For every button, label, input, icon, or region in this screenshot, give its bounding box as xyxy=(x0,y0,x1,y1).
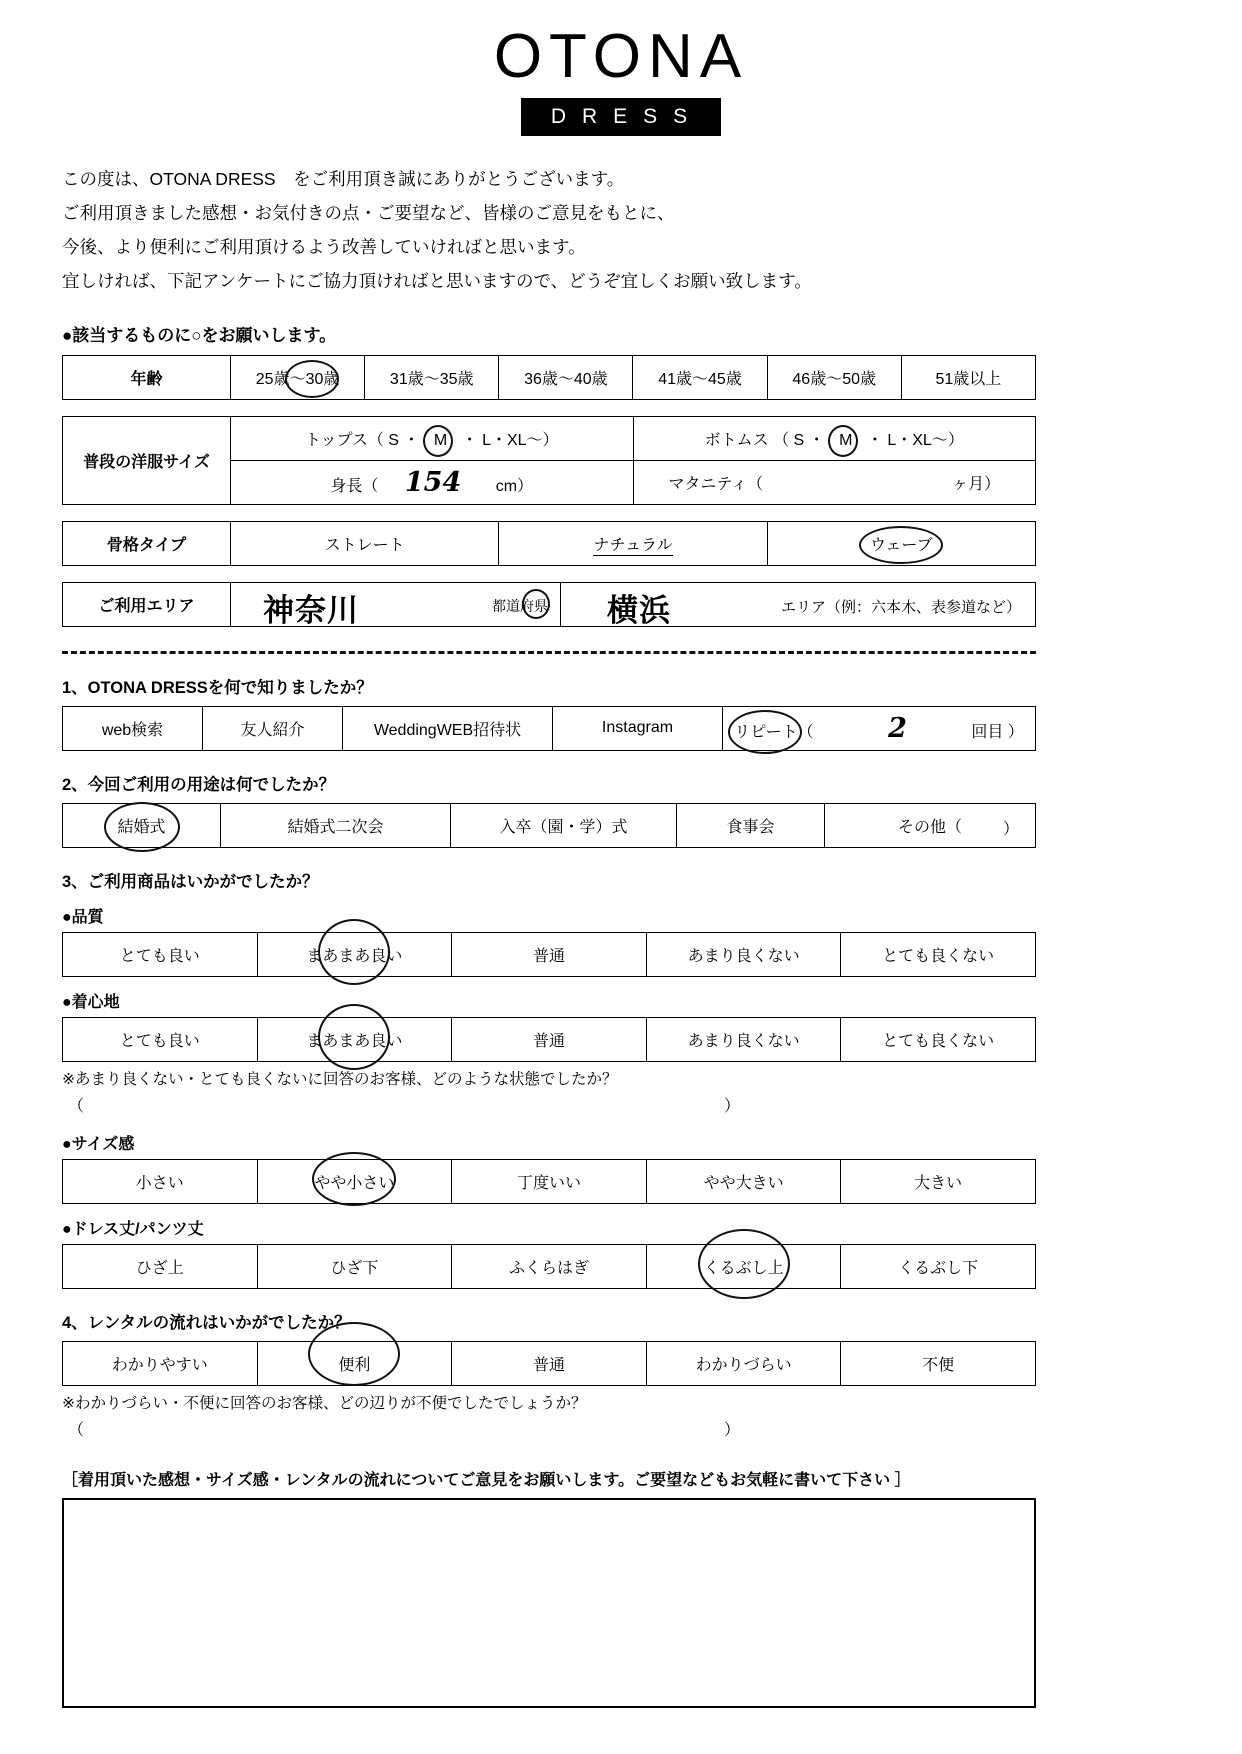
length-option-label: ふくらはぎ xyxy=(508,1259,589,1277)
q3-title: 3、ご利用商品はいかがでしたか？ xyxy=(62,872,319,891)
q4-option-label: わかりやすい xyxy=(111,1356,208,1374)
clothing-size-label: 普段の洋服サイズ xyxy=(63,416,231,504)
intro-paragraph xyxy=(62,162,1242,299)
size-feel-option-label: 大きい xyxy=(914,1174,963,1192)
table-row xyxy=(63,521,1036,565)
q3-comfort-answer-field[interactable] xyxy=(62,1093,1242,1119)
maternity-label: マタニティ（ xyxy=(668,475,764,493)
bottoms-prefix: ボトムス （ S ・ xyxy=(704,431,825,449)
logo-sub-text: DRESS xyxy=(521,98,721,136)
dashed-separator xyxy=(62,651,1036,654)
body-type-option-label: ストレート xyxy=(324,536,405,554)
quality-option-label: あまり良くない xyxy=(687,947,800,965)
q3-size-feel-head: ●サイズ感 xyxy=(62,1135,135,1153)
body-type-option-label: ナチュラル xyxy=(593,536,673,554)
size-feel-option-4[interactable] xyxy=(841,1159,1036,1203)
q2-option-label: 結婚式二次会 xyxy=(287,818,384,836)
q2-option-label: 結婚式 xyxy=(117,818,166,836)
tops-selected-size: M xyxy=(433,431,448,449)
body-type-table xyxy=(62,521,1036,566)
height-cell[interactable] xyxy=(231,460,634,504)
age-option-label: 36歳〜40歳 xyxy=(524,370,608,388)
prefecture-value: 神奈川 xyxy=(263,592,359,629)
q1-option-label: WeddingWEB招待状 xyxy=(373,721,522,739)
table-row xyxy=(63,1017,1036,1061)
size-feel-option-label: 小さい xyxy=(135,1174,184,1192)
q1-option-1[interactable] xyxy=(203,706,343,750)
length-option-label: ひざ下 xyxy=(330,1259,379,1277)
q4-option-4[interactable] xyxy=(841,1341,1036,1385)
intro-line-3: 今後、より便利にご利用頂けるよう改善していければと思います。 xyxy=(62,237,586,258)
quality-option-4[interactable] xyxy=(841,932,1036,976)
area-label: ご利用エリア xyxy=(63,582,231,626)
paren-open: （ xyxy=(68,1421,85,1439)
q1-option-0[interactable] xyxy=(63,706,203,750)
age-option-0[interactable] xyxy=(231,355,365,399)
instruction-text: ●該当するものに○をお願いします。 xyxy=(62,325,337,345)
tops-prefix: トップス（ S ・ xyxy=(304,431,420,449)
table-row xyxy=(63,1244,1036,1288)
q4-option-label: 不便 xyxy=(922,1356,955,1374)
table-row xyxy=(63,706,1036,750)
q1-option-4[interactable] xyxy=(723,706,1036,750)
table-row xyxy=(63,1341,1036,1385)
size-feel-option-1[interactable] xyxy=(257,1159,452,1203)
q1-title: 1、OTONA DRESSを何で知りましたか？ xyxy=(62,678,373,697)
body-type-option-2[interactable] xyxy=(767,521,1035,565)
prefecture-cell[interactable] xyxy=(231,582,561,629)
length-option-0[interactable] xyxy=(63,1244,258,1288)
q2-option-1[interactable] xyxy=(221,803,451,847)
q4-option-1[interactable] xyxy=(257,1341,452,1385)
size-feel-option-0[interactable] xyxy=(63,1159,258,1203)
clothing-size-table xyxy=(62,416,1036,505)
quality-option-label: とても良い xyxy=(119,947,200,965)
q4-option-label: 普通 xyxy=(532,1356,565,1374)
tops-suffix: ・ L・XL〜） xyxy=(461,431,559,449)
age-option-5[interactable] xyxy=(901,355,1035,399)
q1-table xyxy=(62,706,1036,751)
q3-quality-table xyxy=(62,932,1036,977)
maternity-unit: ヶ月） xyxy=(952,475,1001,493)
length-option-label: くるぶし下 xyxy=(898,1259,979,1277)
q1-repeat-count: 2 xyxy=(888,712,907,744)
size-feel-option-3[interactable] xyxy=(646,1159,841,1203)
q1-repeat-label: リピート（ xyxy=(734,723,814,741)
tops-size-cell[interactable] xyxy=(231,416,634,460)
comment-title: ［着用頂いた感想・サイズ感・レンタルの流れについてご意見をお願いします。ご要望などもお気軽に書いて下さい ］ xyxy=(62,1471,911,1489)
length-option-label: くるぶし上 xyxy=(703,1259,784,1277)
city-cell[interactable] xyxy=(561,582,1036,629)
q3-comfort-table xyxy=(62,1017,1036,1062)
comfort-option-3[interactable] xyxy=(646,1017,841,1061)
quality-option-label: まあまあ良い xyxy=(306,947,403,965)
length-option-2[interactable] xyxy=(452,1244,647,1288)
q4-table xyxy=(62,1341,1036,1386)
table-row xyxy=(63,355,1036,399)
bottoms-suffix: ・ L・XL〜） xyxy=(866,431,964,449)
comfort-option-1[interactable] xyxy=(257,1017,452,1061)
q2-option-label: 入卒（園・学）式 xyxy=(499,818,628,836)
table-row xyxy=(63,416,1036,460)
height-value: 154 xyxy=(404,466,462,498)
comfort-option-0[interactable] xyxy=(63,1017,258,1061)
comfort-option-label: とても良い xyxy=(119,1032,200,1050)
length-option-label: ひざ上 xyxy=(135,1259,184,1277)
bottoms-size-cell[interactable] xyxy=(633,416,1036,460)
q1-option-2[interactable] xyxy=(343,706,553,750)
table-row xyxy=(63,803,1036,847)
q2-option-2[interactable] xyxy=(451,803,677,847)
q3-size-feel-table xyxy=(62,1159,1036,1204)
comfort-option-label: あまり良くない xyxy=(687,1032,800,1050)
length-option-1[interactable] xyxy=(257,1244,452,1288)
q3-length-table xyxy=(62,1244,1036,1289)
comfort-option-2[interactable] xyxy=(452,1017,647,1061)
area-table xyxy=(62,582,1036,627)
q3-length-head: ●ドレス丈/パンツ丈 xyxy=(62,1220,204,1238)
quality-option-3[interactable] xyxy=(646,932,841,976)
city-value: 横浜 xyxy=(607,592,671,629)
q4-option-label: わかりづらい xyxy=(695,1356,792,1374)
length-option-4[interactable] xyxy=(841,1244,1036,1288)
body-type-option-label: ウェーブ xyxy=(870,536,933,554)
body-type-option-1[interactable] xyxy=(499,521,767,565)
comment-textarea[interactable] xyxy=(62,1498,1036,1708)
q4-option-2[interactable] xyxy=(452,1341,647,1385)
q2-option-0[interactable] xyxy=(63,803,221,847)
comfort-option-label: 普通 xyxy=(532,1032,565,1050)
q2-title: 2、今回ご利用の用途は何でしたか？ xyxy=(62,775,336,794)
intro-line-4: 宜しければ、下記アンケートにご協力頂ければと思いますので、どうぞ宜しくお願い致します。 xyxy=(62,271,812,292)
age-option-3[interactable] xyxy=(633,355,767,399)
quality-option-2[interactable] xyxy=(452,932,647,976)
comfort-option-4[interactable] xyxy=(841,1017,1036,1061)
height-label: 身長（ xyxy=(330,477,379,495)
body-type-label: 骨格タイプ xyxy=(63,521,231,565)
q1-option-label: 友人紹介 xyxy=(240,721,305,739)
logo-main-text: OTONA xyxy=(493,22,749,91)
age-option-label: 31歳〜35歳 xyxy=(389,370,474,388)
intro-line-1: この度は、OTONA DRESS をご利用頂き誠にありがとうございます。 xyxy=(62,169,625,189)
paren-close: ） xyxy=(724,1421,741,1439)
paren-open: （ xyxy=(68,1097,85,1115)
height-unit: cm） xyxy=(495,477,534,495)
maternity-cell[interactable] xyxy=(633,460,1036,504)
q4-answer-field[interactable] xyxy=(62,1417,1242,1443)
age-table xyxy=(62,355,1036,400)
quality-option-1[interactable] xyxy=(257,932,452,976)
age-option-label: 25歳〜30歳 xyxy=(255,370,340,388)
length-option-3[interactable] xyxy=(646,1244,841,1288)
prefecture-suffix: 都道府県 xyxy=(492,597,548,614)
age-option-1[interactable] xyxy=(365,355,499,399)
age-label: 年齢 xyxy=(63,355,231,399)
bottoms-selected-size: M xyxy=(839,431,853,449)
q2-option-label: 食事会 xyxy=(726,818,775,836)
q1-option-3[interactable] xyxy=(553,706,723,750)
comfort-option-label: まあまあ良い xyxy=(306,1032,403,1050)
city-hint: エリア（例：六本木、表参道など） xyxy=(780,598,1021,616)
body-type-option-0[interactable] xyxy=(231,521,499,565)
age-option-4[interactable] xyxy=(767,355,901,399)
quality-option-label: とても良くない xyxy=(882,947,995,965)
q1-repeat-suffix: 回目 ） xyxy=(971,723,1024,741)
q1-option-label: Instagram xyxy=(601,719,674,736)
age-option-label: 51歳以上 xyxy=(935,370,1002,388)
quality-option-0[interactable] xyxy=(63,932,258,976)
brand-logo xyxy=(0,0,1242,136)
intro-line-2: ご利用頂きました感想・お気付きの点・ご要望など、皆様のご意見をもとに、 xyxy=(62,203,675,224)
q4-title: 4、レンタルの流れはいかがでしたか？ xyxy=(62,1313,351,1332)
comfort-option-label: とても良くない xyxy=(882,1032,995,1050)
q2-table xyxy=(62,803,1036,848)
q4-option-0[interactable] xyxy=(63,1341,258,1385)
age-option-label: 46歳〜50歳 xyxy=(792,370,876,388)
q1-option-label: web検索 xyxy=(101,721,164,739)
age-option-2[interactable] xyxy=(499,355,633,399)
table-row xyxy=(63,932,1036,976)
size-feel-option-2[interactable] xyxy=(452,1159,647,1203)
q2-option-3[interactable] xyxy=(677,803,825,847)
size-feel-option-label: やや大きい xyxy=(703,1174,784,1192)
q3-comfort-head: ●着心地 xyxy=(62,993,120,1011)
q3-quality-head: ●品質 xyxy=(62,908,104,926)
age-option-label: 41歳〜45歳 xyxy=(658,370,742,388)
q4-option-label: 便利 xyxy=(338,1356,371,1374)
paren-close: ） xyxy=(724,1097,741,1115)
table-row xyxy=(63,582,1036,626)
q4-note: ※わかりづらい・不便に回答のお客様、どの辺りが不便でしたでしょうか？ xyxy=(62,1394,587,1412)
q2-other-label: その他（ xyxy=(897,818,962,836)
q2-other-close: ） xyxy=(1002,820,1019,838)
q4-option-3[interactable] xyxy=(646,1341,841,1385)
q2-option-4[interactable] xyxy=(825,803,1036,847)
table-row xyxy=(63,1159,1036,1203)
size-feel-option-label: やや小さい xyxy=(314,1174,395,1192)
quality-option-label: 普通 xyxy=(532,947,565,965)
q3-comfort-note: ※あまり良くない・とても良くないに回答のお客様、どのような状態でしたか？ xyxy=(62,1070,618,1088)
size-feel-option-label: 丁度いい xyxy=(516,1174,581,1192)
